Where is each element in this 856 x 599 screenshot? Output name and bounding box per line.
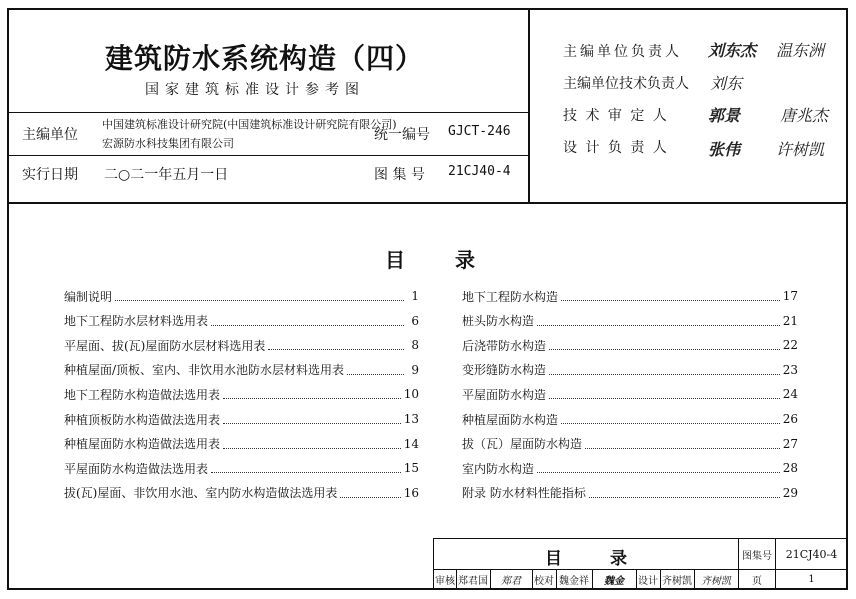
toc-entry-title: 变形缝防水构造 bbox=[462, 363, 547, 378]
toc-entry-title: 地下工程防水构造做法选用表 bbox=[64, 387, 221, 402]
tb-bv8 bbox=[694, 569, 695, 590]
header-rule-1 bbox=[7, 112, 529, 113]
toc-entry-title: 平屋面、拔(瓦)屋面防水层材料选用表 bbox=[64, 338, 266, 353]
toc-entry bbox=[462, 335, 798, 355]
toc-entry-page: 9 bbox=[411, 362, 419, 377]
date-value: 二○二一年五月一日 bbox=[104, 167, 229, 183]
toc-entry bbox=[64, 458, 419, 478]
date-label: 实行日期 bbox=[22, 167, 78, 183]
toc-entry-page: 17 bbox=[782, 289, 798, 303]
toc-entry-title: 地下工程防水层材料选用表 bbox=[64, 314, 209, 329]
tb-check-label: 校对 bbox=[534, 576, 554, 587]
tb-review-sig: 郑君 bbox=[501, 576, 521, 587]
toc-entry-title: 拔(瓦)屋面、非饮用水池、室内防水构造做法选用表 bbox=[64, 486, 338, 501]
code-label: 统一编号 bbox=[374, 127, 430, 143]
toc-entry bbox=[64, 384, 419, 404]
tb-bv3 bbox=[532, 569, 533, 590]
toc-entry-title: 地下工程防水构造 bbox=[462, 289, 559, 304]
toc-entry-page: 10 bbox=[403, 387, 419, 402]
toc-entry-page: 13 bbox=[403, 412, 419, 426]
editor-label: 主编单位 bbox=[22, 127, 78, 143]
tb-review-label: 审核 bbox=[435, 576, 455, 587]
code-value: GJCT-246 bbox=[448, 124, 511, 139]
toc-entry-page: 29 bbox=[782, 485, 798, 500]
tb-atlas-value: 21CJ40-4 bbox=[785, 547, 838, 561]
toc-entry bbox=[462, 311, 798, 331]
toc-entry bbox=[64, 286, 419, 306]
toc-entry-page: 24 bbox=[782, 387, 798, 402]
toc-entry-title: 种植屋面/顶板、室内、非饮用水池防水层材料选用表 bbox=[64, 363, 345, 378]
toc-entry-page: 22 bbox=[782, 338, 798, 353]
tb-bv7 bbox=[660, 569, 661, 590]
atlas-value: 21CJ40-4 bbox=[448, 164, 511, 179]
toc-entry-title: 拔（瓦）屋面防水构造 bbox=[462, 437, 583, 452]
toc-entry-page: 21 bbox=[782, 313, 798, 328]
toc-entry bbox=[462, 409, 798, 429]
signature-4b: 许树凯 bbox=[776, 140, 825, 159]
header-rule-2 bbox=[7, 155, 529, 156]
signature-4a: 张伟 bbox=[708, 140, 741, 159]
toc-title-a: 目 bbox=[385, 248, 405, 272]
header-divider bbox=[528, 8, 530, 203]
sig-label-3: 技 术 审 定 人 bbox=[563, 108, 669, 124]
toc-entry bbox=[462, 434, 798, 454]
toc-entry-page: 26 bbox=[782, 412, 798, 426]
signature-2a: 刘东 bbox=[710, 74, 743, 93]
sig-label-2: 主编单位技术负责人 bbox=[563, 76, 689, 92]
toc-leader-dots bbox=[549, 389, 780, 399]
editor-org-2: 宏源防水科技集团有限公司 bbox=[102, 137, 234, 150]
toc-leader-dots bbox=[549, 365, 780, 375]
toc-leader-dots bbox=[537, 316, 780, 326]
toc-entry-title: 种植屋面防水构造 bbox=[462, 412, 559, 427]
tb-design-name: 齐树凯 bbox=[662, 576, 692, 587]
toc-entry-title: 种植屋面防水构造做法选用表 bbox=[64, 437, 221, 452]
tb-bv4 bbox=[556, 569, 557, 590]
toc-entry-title: 平屋面防水构造做法选用表 bbox=[64, 461, 209, 476]
toc-title-b: 录 bbox=[455, 248, 475, 272]
toc-entry-page: 16 bbox=[403, 485, 419, 500]
sig-label-1: 主编单位负责人 bbox=[563, 44, 682, 60]
toc-entry bbox=[462, 384, 798, 404]
atlas-subtitle: 国家建筑标准设计参考图 bbox=[145, 82, 365, 98]
toc-entry-page: 6 bbox=[411, 313, 419, 328]
tb-name-b: 录 bbox=[610, 549, 627, 569]
toc-entry bbox=[462, 483, 798, 503]
toc-entry bbox=[64, 360, 419, 380]
toc-entry-page: 14 bbox=[403, 436, 419, 451]
toc-entry bbox=[64, 434, 419, 454]
toc-entry-title: 编制说明 bbox=[64, 289, 113, 304]
toc-entry-page: 23 bbox=[782, 362, 798, 377]
toc-entry bbox=[462, 458, 798, 478]
toc-entry bbox=[462, 360, 798, 380]
toc-leader-dots bbox=[585, 439, 780, 449]
tb-bv2 bbox=[490, 569, 491, 590]
toc-entry bbox=[64, 311, 419, 331]
toc-entry-page: 8 bbox=[411, 338, 419, 353]
editor-org-1: 中国建筑标准设计研究院(中国建筑标准设计研究院有限公司) bbox=[102, 118, 397, 131]
toc-leader-dots bbox=[223, 389, 401, 399]
toc-leader-dots bbox=[223, 414, 401, 424]
tb-design-sig: 齐树凯 bbox=[701, 576, 731, 587]
signature-3b: 唐兆杰 bbox=[780, 106, 829, 125]
header-bottom-rule bbox=[7, 202, 848, 204]
toc-entry bbox=[64, 409, 419, 429]
signature-1b: 温东洲 bbox=[776, 41, 825, 60]
toc-entry-title: 桩头防水构造 bbox=[462, 314, 535, 329]
toc-entry bbox=[64, 483, 419, 503]
toc-leader-dots bbox=[561, 291, 780, 301]
tb-page-label: 页 bbox=[752, 576, 762, 587]
toc-leader-dots bbox=[211, 316, 404, 326]
signature-1a: 刘东杰 bbox=[708, 41, 757, 60]
tb-review-name: 郑君国 bbox=[458, 576, 488, 587]
tb-check-name: 魏金祥 bbox=[559, 576, 589, 587]
toc-leader-dots bbox=[223, 439, 401, 449]
toc-leader-dots bbox=[115, 291, 404, 301]
tb-page-value: 1 bbox=[808, 574, 815, 585]
toc-entry-title: 后浇带防水构造 bbox=[462, 338, 547, 353]
toc-leader-dots bbox=[347, 365, 404, 375]
atlas-label: 图 集 号 bbox=[374, 167, 425, 183]
tb-bv6 bbox=[636, 569, 637, 590]
toc-leader-dots bbox=[211, 463, 401, 473]
tb-bv1 bbox=[456, 569, 457, 590]
toc-entry-title: 室内防水构造 bbox=[462, 461, 535, 476]
toc-entry bbox=[64, 335, 419, 355]
toc-entry-title: 平屋面防水构造 bbox=[462, 387, 547, 402]
toc-entry-page: 28 bbox=[782, 461, 798, 476]
sig-label-4: 设 计 负 责 人 bbox=[563, 140, 669, 156]
atlas-title: 建筑防水系统构造（四） bbox=[105, 42, 425, 75]
toc-leader-dots bbox=[340, 488, 400, 498]
tb-atlas-label: 图集号 bbox=[742, 550, 772, 562]
toc-leader-dots bbox=[549, 340, 780, 350]
toc-leader-dots bbox=[589, 488, 780, 498]
toc-entry-title: 种植顶板防水构造做法选用表 bbox=[64, 412, 221, 427]
toc-entry-page: 15 bbox=[403, 461, 419, 476]
tb-name-a: 目 bbox=[545, 549, 562, 569]
tb-design-label: 设计 bbox=[638, 576, 658, 587]
toc-entry-page: 27 bbox=[782, 436, 798, 451]
toc-entry bbox=[462, 286, 798, 306]
toc-leader-dots bbox=[268, 340, 404, 350]
signature-3a: 郭景 bbox=[708, 106, 741, 125]
toc-leader-dots bbox=[561, 414, 780, 424]
tb-bv5 bbox=[592, 569, 593, 590]
toc-leader-dots bbox=[537, 463, 780, 473]
toc-entry-title: 附录 防水材料性能指标 bbox=[462, 486, 586, 501]
tb-check-sig: 魏金 bbox=[604, 576, 624, 587]
toc-entry-page: 1 bbox=[411, 289, 419, 303]
